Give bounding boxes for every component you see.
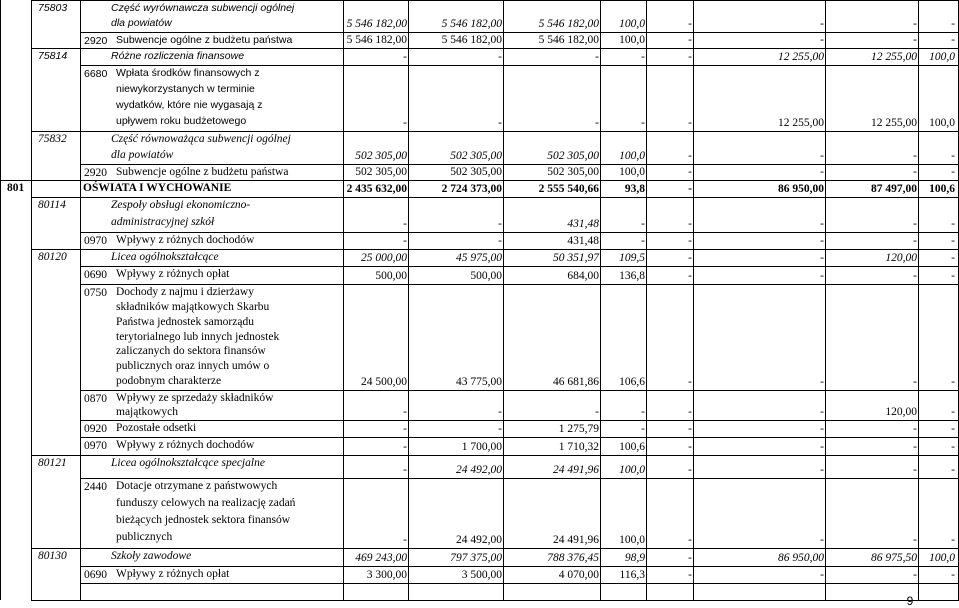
row-name: Wpływy z różnych opłat (116, 268, 230, 280)
row-value: - (498, 406, 502, 418)
row-value: - (951, 235, 955, 247)
row-code: 0970 (84, 440, 107, 452)
row-value: - (820, 235, 824, 247)
row-name: Wpływy z różnych dochodów (116, 234, 255, 246)
row-value: - (951, 569, 955, 581)
row-value: 431,48 (567, 235, 599, 247)
row-value: - (403, 441, 407, 453)
row-value: - (641, 218, 645, 230)
row-value: - (498, 235, 502, 247)
row-name: bieżących jednostek sektora finansów (116, 514, 291, 526)
row-code: 80114 (38, 199, 66, 211)
row-value: - (688, 569, 692, 581)
row-value: - (403, 218, 407, 230)
table-row (0, 249, 959, 266)
row-value: - (595, 406, 599, 418)
row-value: 50 351,97 (553, 252, 599, 264)
column-divider (825, 0, 826, 600)
row-name: Państwa jednostek samorządu (116, 315, 254, 328)
row-code: 75803 (38, 2, 68, 14)
row-value: 87 497,00 (871, 183, 917, 195)
row-value: - (820, 252, 824, 264)
row-divider (80, 164, 959, 165)
row-value: 2 724 373,00 (441, 183, 502, 195)
row-value: - (913, 423, 917, 435)
row-value: - (498, 423, 502, 435)
row-value: - (951, 150, 955, 162)
row-value: - (820, 166, 824, 178)
row-divider (80, 566, 959, 567)
table-row (0, 131, 959, 164)
row-value: - (688, 270, 692, 282)
row-value: 431,48 (567, 218, 599, 230)
row-value: 5 546 182,00 (538, 18, 599, 30)
table-row (0, 232, 959, 249)
row-value: 98,9 (624, 552, 645, 564)
row-value: - (820, 18, 824, 30)
row-value: - (820, 150, 824, 162)
table-row (0, 197, 959, 232)
row-value: - (820, 34, 824, 46)
row-value: 45 975,00 (456, 252, 502, 264)
row-value: - (951, 270, 955, 282)
row-divider (31, 455, 959, 456)
row-divider (80, 437, 959, 438)
row-code: 6680 (84, 68, 108, 80)
row-value: - (595, 51, 599, 63)
row-value: - (913, 235, 917, 247)
row-value: 120,00 (885, 406, 917, 418)
row-value: - (913, 18, 917, 30)
row-name: zaliczanych do sektora finansów (116, 345, 266, 358)
row-value: 100,0 (619, 464, 645, 476)
row-value: 500,00 (375, 270, 407, 282)
row-code: 0870 (84, 393, 107, 405)
row-name: Zespoły obsługi ekonomiczno- (111, 199, 251, 211)
row-value: - (688, 150, 692, 162)
column-divider (600, 0, 601, 600)
row-value: - (913, 166, 917, 178)
row-value: - (951, 441, 955, 453)
row-value: - (913, 34, 917, 46)
table-row (0, 0, 959, 32)
row-value: 3 300,00 (366, 569, 407, 581)
row-value: 100,0 (929, 117, 955, 129)
row-name: Szkoły zawodowe (111, 550, 192, 562)
row-value: - (688, 252, 692, 264)
row-value: 86 975,50 (871, 552, 917, 564)
row-value: - (688, 552, 692, 564)
row-value: - (688, 423, 692, 435)
row-value: - (641, 406, 645, 418)
row-value: 12 255,00 (871, 117, 917, 129)
table-row (0, 48, 959, 65)
row-value: - (820, 376, 824, 388)
row-value: 86 950,00 (778, 183, 824, 195)
row-name: dla powiatów (111, 148, 174, 161)
column-divider (80, 0, 81, 600)
row-value: 100,0 (619, 34, 645, 46)
row-value: - (951, 18, 955, 30)
row-name: Różne rozliczenia finansowe (111, 50, 245, 62)
row-value: 3 500,00 (461, 569, 502, 581)
row-name: Wpływy z różnych dochodów (116, 439, 255, 451)
table-row (0, 164, 959, 180)
column-divider (646, 0, 647, 600)
row-value: - (688, 51, 692, 63)
row-value: 100,6 (929, 183, 955, 195)
row-value: - (688, 376, 692, 388)
row-value: - (688, 218, 692, 230)
row-name: funduszy celowych na realizację zadań (116, 497, 296, 509)
row-name: publicznych oraz innych umów o (116, 360, 270, 373)
table-row (0, 420, 959, 437)
table-row (0, 266, 959, 284)
row-value: - (641, 423, 645, 435)
row-value: 100,0 (929, 552, 955, 564)
row-value: - (403, 406, 407, 418)
row-value: 116,3 (619, 569, 645, 581)
row-value: - (951, 464, 955, 476)
column-divider (0, 0, 1, 600)
row-value: - (820, 534, 824, 546)
row-value: - (820, 270, 824, 282)
row-divider (80, 390, 959, 391)
row-value: - (688, 441, 692, 453)
row-value: - (913, 569, 917, 581)
row-name: niewykorzystanych w terminie (116, 83, 255, 95)
row-divider (80, 284, 959, 285)
row-value: - (688, 534, 692, 546)
row-value: - (820, 218, 824, 230)
row-value: 500,00 (470, 270, 502, 282)
row-name: upływem roku budżetowego (116, 115, 247, 127)
row-code: 0920 (84, 423, 107, 435)
table-row (0, 65, 959, 131)
row-value: 1 700,00 (461, 441, 502, 453)
row-value: 24 492,00 (456, 534, 502, 546)
page-number: 9 (906, 594, 914, 608)
row-code: 801 (7, 182, 25, 194)
row-value: 24 491,96 (553, 464, 599, 476)
row-value: - (913, 534, 917, 546)
row-name: Część równoważąca subwencji ogólnej (111, 133, 291, 145)
row-value: 100,0 (619, 18, 645, 30)
row-value: 12 255,00 (871, 51, 917, 63)
row-code: 0750 (84, 287, 107, 299)
row-value: - (951, 166, 955, 178)
row-divider (80, 32, 959, 33)
row-name: Subwencje ogólne z budżetu państwa (116, 166, 289, 178)
table-row (0, 437, 959, 455)
row-divider (80, 583, 959, 584)
row-value: 100,6 (619, 441, 645, 453)
row-name: składników majątkowych Skarbu (116, 300, 270, 313)
row-code: 0970 (84, 235, 107, 247)
row-value: 12 255,00 (778, 51, 824, 63)
row-value: 5 546 182,00 (346, 34, 407, 46)
row-value: - (498, 218, 502, 230)
row-value: - (403, 464, 407, 476)
row-value: - (913, 464, 917, 476)
row-value: - (688, 183, 692, 195)
row-value: - (498, 51, 502, 63)
row-value: 502 305,00 (547, 150, 599, 162)
row-name: Wpływy ze sprzedaży składników (116, 392, 274, 404)
column-divider (503, 0, 504, 600)
row-name: Część wyrównawcza subwencji ogólnej (111, 2, 295, 14)
row-divider (31, 197, 959, 198)
table-row (0, 548, 959, 566)
row-name: podobnym charakterze (116, 375, 222, 388)
column-divider (343, 0, 344, 600)
row-value: 43 775,00 (456, 376, 502, 388)
column-divider (693, 0, 694, 600)
row-value: - (913, 376, 917, 388)
row-value: - (641, 235, 645, 247)
row-value: 1 710,32 (558, 441, 599, 453)
row-value: - (595, 117, 599, 129)
row-name: Dotacje otrzymane z państwowych (116, 480, 278, 492)
row-value: - (913, 150, 917, 162)
row-value: 502 305,00 (547, 166, 599, 178)
row-code: 0690 (84, 569, 107, 581)
row-name: OŚWIATA I WYCHOWANIE (83, 182, 232, 194)
row-value: 24 491,96 (553, 534, 599, 546)
row-code: 2440 (84, 481, 107, 493)
row-value: - (820, 423, 824, 435)
row-value: - (820, 441, 824, 453)
column-divider (918, 0, 919, 600)
row-value: 136,8 (619, 270, 645, 282)
table-row (0, 455, 959, 478)
row-value: - (913, 441, 917, 453)
row-divider (80, 266, 959, 267)
row-value: 1 275,79 (558, 423, 599, 435)
row-value: 5 546 182,00 (538, 34, 599, 46)
row-name: Licea ogólnokształcące (111, 251, 219, 263)
row-value: 5 546 182,00 (441, 34, 502, 46)
row-code: 75814 (38, 50, 68, 62)
row-name: publicznych (116, 531, 173, 543)
row-value: 5 546 182,00 (441, 18, 502, 30)
row-value: 502 305,00 (450, 150, 502, 162)
row-value: - (688, 34, 692, 46)
row-value: - (951, 252, 955, 264)
row-code: 2920 (84, 35, 108, 47)
row-value: - (403, 534, 407, 546)
row-value: 502 305,00 (450, 166, 502, 178)
row-divider (31, 249, 959, 250)
row-value: 25 000,00 (361, 252, 407, 264)
row-value: - (403, 117, 407, 129)
table-row (0, 180, 959, 197)
row-value: - (498, 117, 502, 129)
row-value: 100,0 (929, 51, 955, 63)
row-value: 106,6 (619, 376, 645, 388)
row-divider (80, 65, 959, 66)
table-row (0, 32, 959, 48)
row-value: 24 500,00 (361, 376, 407, 388)
table-row (0, 478, 959, 548)
row-code: 2920 (84, 167, 107, 179)
row-code: 0690 (84, 269, 107, 281)
table-row (0, 284, 959, 390)
row-value: - (820, 406, 824, 418)
row-value: - (688, 117, 692, 129)
row-name: Subwencje ogólne z budżetu państwa (116, 34, 293, 46)
row-name: Licea ogólnokształcące specjalne (111, 457, 265, 469)
row-value: 86 950,00 (778, 552, 824, 564)
row-value: - (913, 218, 917, 230)
row-value: 100,0 (619, 534, 645, 546)
row-value: - (403, 423, 407, 435)
row-value: 502 305,00 (355, 166, 407, 178)
row-divider (80, 478, 959, 479)
row-value: 93,8 (624, 183, 645, 195)
row-code: 80130 (38, 550, 67, 562)
row-value: - (641, 117, 645, 129)
row-name: Wpływy z różnych opłat (116, 568, 230, 580)
row-value: 109,5 (619, 252, 645, 264)
row-value: - (820, 569, 824, 581)
row-divider (31, 600, 959, 601)
row-value: 2 435 632,00 (346, 183, 407, 195)
row-divider (80, 232, 959, 233)
row-name: terytorialnego lub innych jednostek (116, 330, 280, 343)
row-value: - (403, 51, 407, 63)
row-name: administracyjnej szkół (111, 215, 215, 228)
row-value: 24 492,00 (456, 464, 502, 476)
row-value: 797 375,00 (450, 552, 502, 564)
row-divider (31, 548, 959, 549)
row-value: 5 546 182,00 (346, 18, 407, 30)
row-name: majątkowych (116, 406, 178, 418)
row-divider (80, 420, 959, 421)
row-divider (0, 180, 959, 181)
row-name: Dochody z najmu i dzierżawy (116, 286, 254, 298)
row-value: - (688, 464, 692, 476)
row-value: 100,0 (619, 150, 645, 162)
table-row (0, 390, 959, 420)
row-name: Pozostałe odsetki (116, 422, 197, 434)
row-value: - (641, 51, 645, 63)
row-name: wydatków, które nie wygasają z (116, 99, 263, 111)
row-value: - (951, 406, 955, 418)
row-value: - (951, 376, 955, 388)
row-value: - (688, 406, 692, 418)
row-value: - (913, 270, 917, 282)
row-value: - (951, 34, 955, 46)
table-row (0, 566, 959, 583)
row-name: dla powiatów (111, 17, 172, 29)
row-value: - (820, 464, 824, 476)
row-value: - (951, 423, 955, 435)
row-value: - (951, 534, 955, 546)
row-divider (31, 131, 959, 132)
column-divider (31, 0, 32, 600)
row-value: 469 243,00 (355, 552, 407, 564)
row-value: - (688, 18, 692, 30)
row-value: - (688, 166, 692, 178)
row-value: 120,00 (885, 252, 917, 264)
row-code: 75832 (38, 133, 67, 145)
row-value: 4 070,00 (558, 569, 599, 581)
row-value: 46 681,86 (553, 376, 599, 388)
row-code: 80120 (38, 251, 67, 263)
row-value: - (951, 218, 955, 230)
row-value: - (688, 235, 692, 247)
column-divider (408, 0, 409, 600)
row-value: 684,00 (567, 270, 599, 282)
row-value: 2 555 540,66 (538, 183, 599, 195)
row-value: 502 305,00 (355, 150, 407, 162)
row-value: - (403, 235, 407, 247)
row-name: Wpłata środków finansowych z (116, 67, 260, 79)
row-code: 80121 (38, 457, 67, 469)
row-value: 788 376,45 (547, 552, 599, 564)
row-value: 100,0 (619, 166, 645, 178)
row-divider (31, 48, 959, 49)
row-value: 12 255,00 (778, 117, 824, 129)
row-divider (31, 0, 959, 1)
